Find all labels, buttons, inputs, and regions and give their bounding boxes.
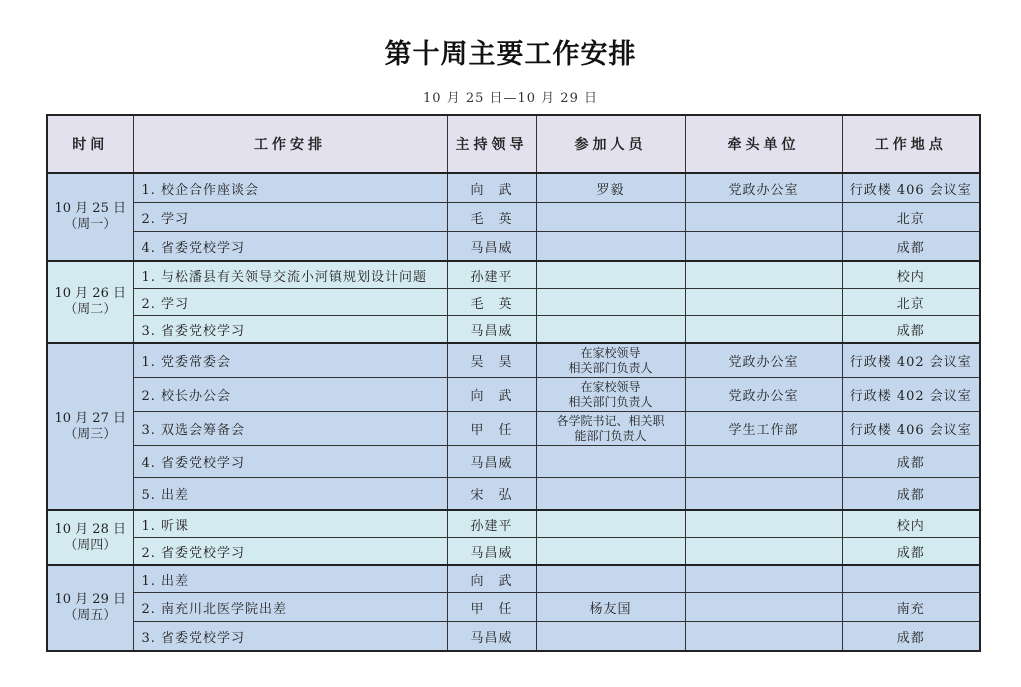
participants-cell: 罗毅 [536, 173, 685, 203]
task-cell: 2. 校长办公会 [133, 378, 447, 412]
lead-unit-cell: 党政办公室 [685, 343, 842, 378]
host-cell: 马昌威 [447, 232, 536, 262]
task-cell: 1. 与松潘县有关领导交流小河镇规划设计问题 [133, 261, 447, 289]
date-cell [47, 173, 133, 261]
location-cell: 行政楼 402 会议室 [842, 343, 980, 378]
location-cell: 行政楼 402 会议室 [842, 378, 980, 412]
lead-unit-cell [685, 232, 842, 262]
participants-cell [536, 316, 685, 344]
header-row [47, 115, 980, 173]
location-cell: 成都 [842, 478, 980, 511]
participants-cell [536, 565, 685, 593]
lead-unit-cell [685, 261, 842, 289]
location-cell [842, 565, 980, 593]
table-row [47, 593, 980, 622]
participants-cell: 在家校领导 相关部门负责人 [536, 343, 685, 378]
page-title: 第十周主要工作安排 [384, 39, 637, 70]
task-cell: 2. 学习 [133, 203, 447, 232]
host-cell: 马昌威 [447, 446, 536, 478]
task-cell: 2. 南充川北医学院出差 [133, 593, 447, 622]
location-cell: 校内 [842, 510, 980, 538]
task-cell: 2. 学习 [133, 289, 447, 316]
task-cell: 5. 出差 [133, 478, 447, 511]
lead-unit-cell [685, 622, 842, 652]
date-label: 10 月 25 日 [54, 201, 126, 216]
host-cell: 向 武 [447, 378, 536, 412]
location-cell: 成都 [842, 538, 980, 566]
host-cell: 吴 昊 [447, 343, 536, 378]
task-cell: 1. 党委常委会 [133, 343, 447, 378]
location-cell: 成都 [842, 622, 980, 652]
host-cell: 宋 弘 [447, 478, 536, 511]
lead-unit-cell: 党政办公室 [685, 173, 842, 203]
host-cell: 马昌威 [447, 622, 536, 652]
lead-unit-cell: 学生工作部 [685, 412, 842, 446]
table-row [47, 173, 980, 203]
date-label: 10 月 27 日 [54, 410, 126, 426]
participants-cell [536, 622, 685, 652]
host-cell: 向 武 [447, 565, 536, 593]
weekday-label: （周三） [64, 426, 117, 442]
location-cell: 校内 [842, 261, 980, 289]
task-cell: 3. 省委党校学习 [133, 316, 447, 344]
weekday-label: （周二） [64, 302, 117, 317]
table-row [47, 261, 980, 289]
lead-unit-cell [685, 289, 842, 316]
lead-unit-cell [685, 538, 842, 566]
header-task: 工作安排 [133, 115, 447, 173]
location-cell: 行政楼 406 会议室 [842, 173, 980, 203]
weekday-label: （周五） [64, 608, 117, 623]
host-cell: 毛 英 [447, 203, 536, 232]
host-cell: 毛 英 [447, 289, 536, 316]
table-row [47, 478, 980, 511]
host-cell: 孙建平 [447, 510, 536, 538]
task-cell: 1. 出差 [133, 565, 447, 593]
host-cell: 马昌威 [447, 538, 536, 566]
header-lead-unit: 牵头单位 [685, 115, 842, 173]
header-location: 工作地点 [842, 115, 980, 173]
date-label: 10 月 26 日 [54, 286, 126, 301]
header-time: 时间 [47, 115, 133, 173]
lead-unit-cell: 党政办公室 [685, 378, 842, 412]
lead-unit-cell [685, 316, 842, 344]
table-row [47, 510, 980, 538]
task-cell: 3. 双选会筹备会 [133, 412, 447, 446]
table-row [47, 622, 980, 652]
participants-cell: 杨友国 [536, 593, 685, 622]
date-range: 10 月 25 日—10 月 29 日 [423, 91, 598, 106]
lead-unit-cell [685, 593, 842, 622]
lead-unit-cell [685, 478, 842, 511]
date-label: 10 月 28 日 [54, 521, 126, 537]
weekday-label: （周一） [64, 217, 117, 232]
date-cell [47, 510, 133, 565]
table-row [47, 316, 980, 344]
participants-cell [536, 289, 685, 316]
lead-unit-cell [685, 446, 842, 478]
participants-cell [536, 203, 685, 232]
participants-cell [536, 478, 685, 511]
participants-cell [536, 232, 685, 262]
location-cell: 成都 [842, 446, 980, 478]
header-host: 主持领导 [447, 115, 536, 173]
location-cell: 行政楼 406 会议室 [842, 412, 980, 446]
participants-cell [536, 446, 685, 478]
location-cell: 成都 [842, 232, 980, 262]
participants-cell [536, 538, 685, 566]
participants-cell [536, 261, 685, 289]
schedule-table [46, 114, 981, 652]
location-cell: 成都 [842, 316, 980, 344]
table-row [47, 446, 980, 478]
host-cell: 向 武 [447, 173, 536, 203]
table-row [47, 232, 980, 262]
task-cell: 3. 省委党校学习 [133, 622, 447, 652]
task-cell: 1. 听课 [133, 510, 447, 538]
table-row [47, 289, 980, 316]
task-cell: 4. 省委党校学习 [133, 232, 447, 262]
location-cell: 北京 [842, 203, 980, 232]
location-cell: 南充 [842, 593, 980, 622]
header-participants: 参加人员 [536, 115, 685, 173]
task-cell: 2. 省委党校学习 [133, 538, 447, 566]
date-cell [47, 343, 133, 510]
lead-unit-cell [685, 565, 842, 593]
table-row [47, 538, 980, 566]
participants-cell: 各学院书记、相关职 能部门负责人 [536, 412, 685, 446]
table-row [47, 378, 980, 412]
participants-cell: 在家校领导 相关部门负责人 [536, 378, 685, 412]
lead-unit-cell [685, 203, 842, 232]
date-label: 10 月 29 日 [54, 592, 126, 607]
date-cell [47, 565, 133, 651]
host-cell: 孙建平 [447, 261, 536, 289]
task-cell: 4. 省委党校学习 [133, 446, 447, 478]
host-cell: 马昌威 [447, 316, 536, 344]
host-cell: 甲 任 [447, 593, 536, 622]
table-row [47, 565, 980, 593]
table-row [47, 203, 980, 232]
task-cell: 1. 校企合作座谈会 [133, 173, 447, 203]
table-row [47, 412, 980, 446]
weekday-label: （周四） [64, 537, 117, 553]
host-cell: 甲 任 [447, 412, 536, 446]
date-cell [47, 261, 133, 343]
participants-cell [536, 510, 685, 538]
location-cell: 北京 [842, 289, 980, 316]
table-row [47, 343, 980, 378]
lead-unit-cell [685, 510, 842, 538]
